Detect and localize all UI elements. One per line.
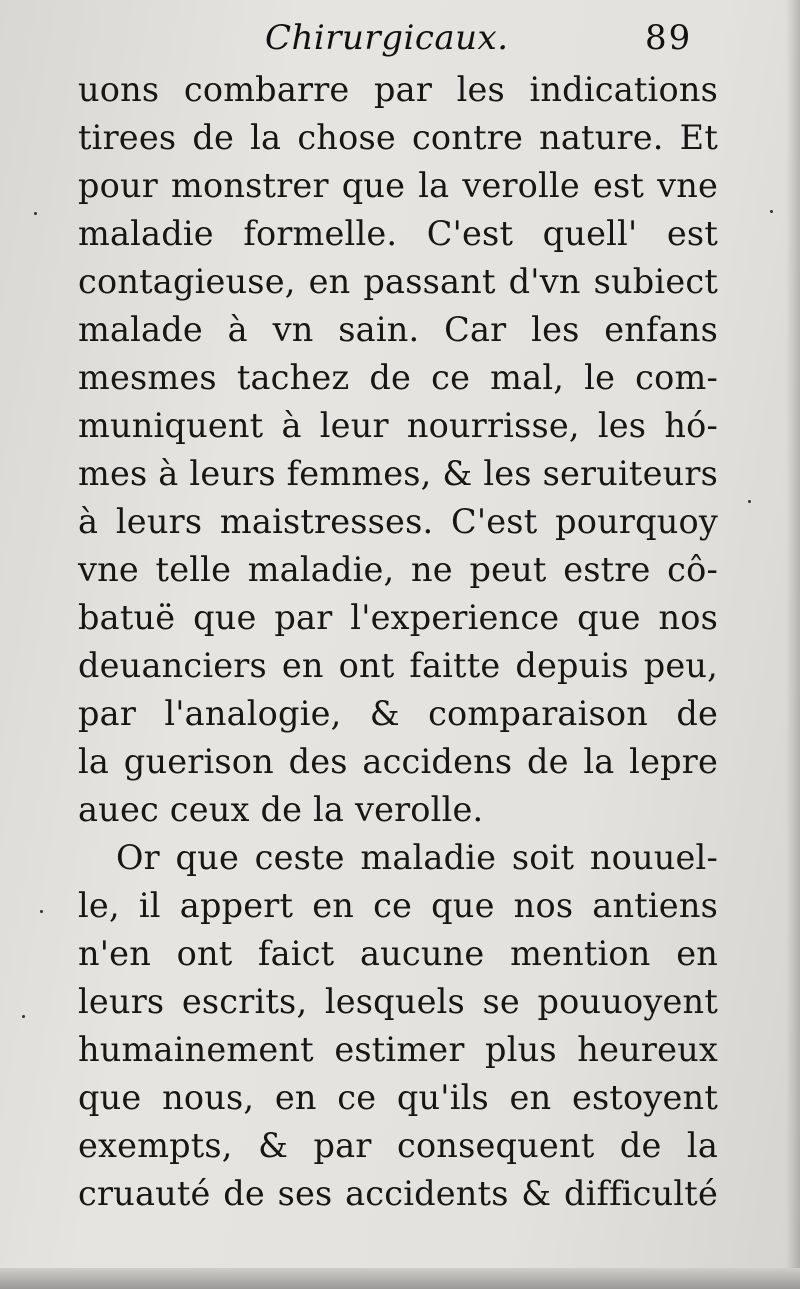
text-line: par l'analogie, & comparaison de: [78, 694, 718, 733]
text-line: batuë que par l'experience que nos: [78, 598, 718, 637]
text-line: humainement estimer plus heureux: [78, 1030, 718, 1069]
text-line: tirees de la chose contre nature. Et: [78, 118, 718, 157]
text-line: Or que ceste maladie soit nouuel-: [116, 838, 718, 877]
text-line: mes à leurs femmes, & les seruiteurs: [78, 454, 718, 493]
text-line: uons combarre par les indications: [78, 70, 718, 109]
paper-speck: [34, 212, 37, 215]
text-line: leurs escrits, lesquels se pouuoyent: [78, 982, 718, 1021]
text-line: mesmes tachez de ce mal, le com-: [78, 358, 718, 397]
text-line: deuanciers en ont faitte depuis peu,: [78, 646, 718, 685]
page-bottom-shadow: [0, 1268, 800, 1289]
text-line: malade à vn sain. Car les enfans: [78, 310, 718, 349]
paper-speck: [22, 1015, 25, 1018]
running-title: Chirurgicaux.: [265, 18, 509, 58]
page-number: 89: [645, 18, 693, 58]
paper-speck: [748, 500, 751, 503]
text-line: que nous, en ce qu'ils en estoyent: [78, 1078, 718, 1117]
page-header: [0, 14, 800, 62]
paper-speck: [40, 910, 43, 913]
page-edge-shadow: [786, 0, 800, 1289]
text-line: contagieuse, en passant d'vn subiect: [78, 262, 718, 301]
text-line: auec ceux de la verolle.: [78, 790, 484, 829]
text-line: à leurs maistresses. C'est pourquoy: [78, 502, 718, 541]
text-line: exempts, & par consequent de la: [78, 1126, 718, 1165]
text-line: maladie formelle. C'est quell' est: [78, 214, 718, 253]
text-line: pour monstrer que la verolle est vne: [78, 166, 718, 205]
text-line: n'en ont faict aucune mention en: [78, 934, 718, 973]
paper-speck: [770, 210, 773, 213]
text-line: cruauté de ses accidents & difficulté: [78, 1174, 718, 1213]
body-text: [78, 66, 718, 1218]
paragraph-1: [78, 66, 718, 834]
text-line: muniquent à leur nourrisse, les hó-: [78, 406, 718, 445]
text-line: vne telle maladie, ne peut estre cô-: [78, 550, 718, 589]
paragraph-2: [78, 834, 718, 1218]
text-line: la guerison des accidens de la lepre: [78, 742, 718, 781]
text-line: le, il appert en ce que nos antiens: [78, 886, 718, 925]
